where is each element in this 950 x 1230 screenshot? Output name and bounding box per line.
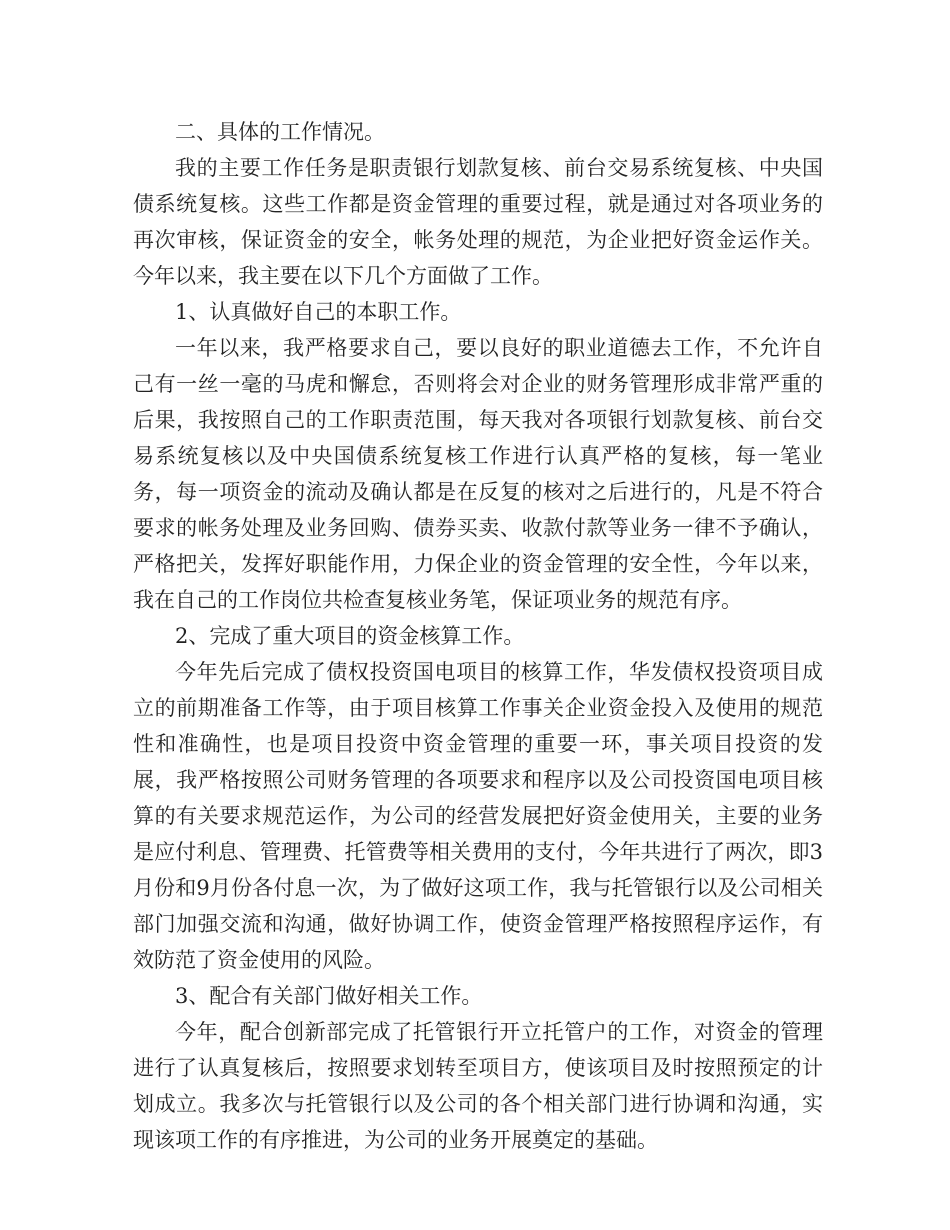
document-body [133, 114, 823, 1158]
subheading-3: 3、配合有关部门做好相关工作。 [175, 984, 483, 1008]
paragraph-project-accounting: 今年先后完成了债权投资国电项目的核算工作，华发债权投资项目成立的前期准备工作等，由于项目核算工作事关企业资金投入及使用的规范性和准确性，也是项目投资中资金管理的重要一环，事关项目投资的发展，我严格按照公司财务管理的各项要求和程序以及公司投资国电项目核算的有关要求规范运作，为公司的经营发展把好资金使用关，主要的业务是应付利息、管理费、托管费等相关费用的支付，今年共进行了两次，即3月份和9月份各付息一次，为了做好这项工作，我与托管银行以及公司相关部门加强交流和沟通，做好协调工作，使资金管理严格按照程序运作，有效防范了资金使用的风险。 [133, 660, 823, 972]
paragraph-cooperation: 今年，配合创新部完成了托管银行开立托管户的工作，对资金的管理进行了认真复核后，按照要求划转至项目方，使该项目及时按照预定的计划成立。我多次与托管银行以及公司的各个相关部门进行协调和沟通，实现该项工作的有序推进，为公司的业务开展奠定的基础。 [133, 1020, 823, 1152]
subheading-1: 1、认真做好自己的本职工作。 [175, 300, 462, 324]
section-heading: 二、具体的工作情况。 [175, 120, 385, 144]
paragraph-main-tasks: 我的主要工作任务是职责银行划款复核、前台交易系统复核、中央国债系统复核。这些工作都是资金管理的重要过程，就是通过对各项业务的再次审核，保证资金的安全，帐务处理的规范，为企业把好资金运作关。今年以来，我主要在以下几个方面做了工作。 [133, 156, 823, 288]
subheading-2: 2、完成了重大项目的资金核算工作。 [175, 624, 525, 648]
paragraph-duties: 一年以来，我严格要求自己，要以良好的职业道德去工作，不允许自己有一丝一毫的马虎和懈怠，否则将会对企业的财务管理形成非常严重的后果，我按照自己的工作职责范围，每天我对各项银行划款复核、前台交易系统复核以及中央国债系统复核工作进行认真严格的复核，每一笔业务，每一项资金的流动及确认都是在反复的核对之后进行的，凡是不符合要求的帐务处理及业务回购、债券买卖、收款付款等业务一律不予确认，严格把关，发挥好职能作用，力保企业的资金管理的安全性，今年以来，我在自己的工作岗位共检查复核业务笔，保证项业务的规范有序。 [133, 336, 823, 612]
